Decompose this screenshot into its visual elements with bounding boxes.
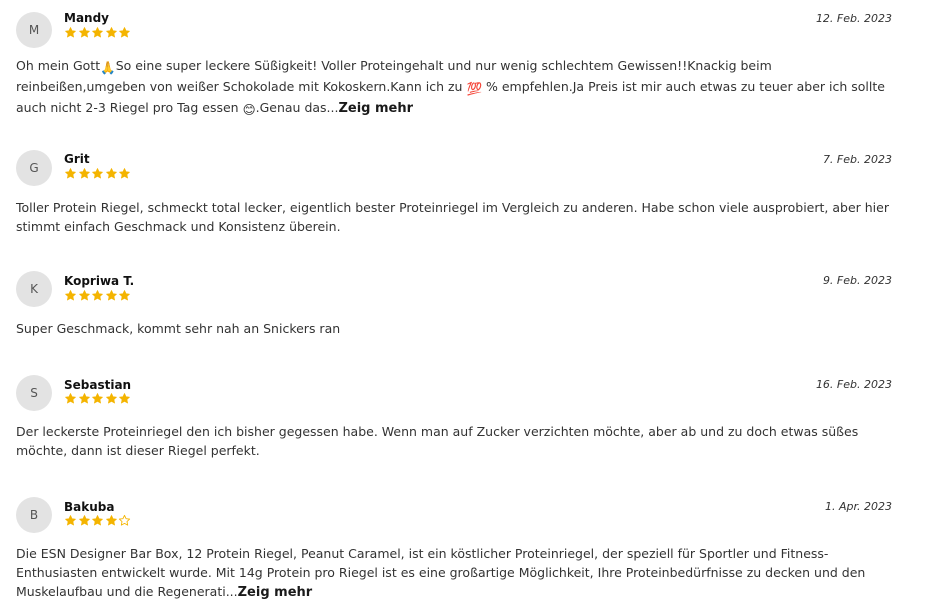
review-date: 1. Apr. 2023 — [825, 500, 892, 513]
read-more-link[interactable]: Zeig mehr — [237, 585, 313, 600]
star-filled-icon — [105, 392, 118, 405]
star-empty-icon — [118, 514, 131, 527]
review-date: 12. Feb. 2023 — [815, 12, 892, 25]
review-author: Sebastian — [64, 378, 132, 392]
review-text-part: Die ESN Designer Bar Box, 12 Protein Riegel, Peanut Caramel, ist ein köstlicher Proteinriegel, der speziell für Sportler und Fitness-Enthusiasten entwickelt wurde. Mit 14g Protein pro Riegel ist es eine großartige Möglichkeit, Ihre Proteinbedürfnisse zu decken und den Muskelaufbau und die Regenerati... — [16, 546, 866, 599]
star-filled-icon — [64, 392, 77, 405]
avatar: S — [16, 375, 52, 411]
star-filled-icon — [78, 514, 91, 527]
star-filled-icon — [91, 392, 104, 405]
review-text: Super Geschmack, kommt sehr nah an Snickers ran — [16, 321, 341, 336]
star-filled-icon — [91, 289, 104, 302]
avatar: K — [16, 271, 52, 307]
read-more-link[interactable]: Zeig mehr — [338, 101, 414, 116]
star-filled-icon — [105, 167, 118, 180]
review-text-part: So eine super leckere Süßigkeit! Voller Proteingehalt und nur wenig schlechtem Gewissen!!Knackig beim reinbeißen,umgeben von weißer Schokolade mit Kokoskern.Kann ich zu — [16, 58, 772, 94]
avatar: G — [16, 150, 52, 186]
star-filled-icon — [105, 26, 118, 39]
star-filled-icon — [105, 289, 118, 302]
review-author: Bakuba — [64, 500, 115, 514]
review-text: Der leckerste Proteinriegel den ich bisher gegessen habe. Wenn man auf Zucker verzichten möchte, aber ab und zu doch etwas süßes möchte, dann ist dieser Riegel perfekt. — [16, 424, 859, 458]
folded-hands-emoji-icon: 🙏 — [100, 60, 116, 75]
star-filled-icon — [78, 392, 91, 405]
star-filled-icon — [91, 167, 104, 180]
avatar: B — [16, 497, 52, 533]
star-filled-icon — [78, 167, 91, 180]
star-filled-icon — [64, 514, 77, 527]
star-rating — [64, 289, 132, 303]
review-date: 9. Feb. 2023 — [822, 274, 892, 287]
star-filled-icon — [118, 392, 131, 405]
star-filled-icon — [91, 514, 104, 527]
review-text: Toller Protein Riegel, schmeckt total lecker, eigentlich bester Proteinriegel im Vergleich zu anderen. Habe schon viele ausprobiert, aber hier stimmt einfach Geschmack und Konsistenz überein. — [16, 200, 889, 234]
review-date: 16. Feb. 2023 — [815, 378, 892, 391]
star-filled-icon — [118, 167, 131, 180]
star-rating — [64, 167, 132, 181]
star-rating — [64, 514, 132, 528]
star-filled-icon — [78, 26, 91, 39]
review-text — [16, 56, 896, 119]
star-rating — [64, 392, 132, 406]
hundred-points-emoji-icon: 💯 — [466, 81, 483, 96]
review-author: Kopriwa T. — [64, 274, 135, 288]
star-filled-icon — [91, 26, 104, 39]
star-filled-icon — [64, 26, 77, 39]
smiling-face-emoji-icon: 😊 — [242, 102, 256, 117]
star-filled-icon — [118, 289, 131, 302]
star-filled-icon — [78, 289, 91, 302]
star-filled-icon — [118, 26, 131, 39]
star-rating — [64, 26, 132, 40]
review-text-part: % empfehlen.Ja Preis ist mir auch etwas zu teuer aber ich sollte auch nicht 2-3 Riegel pro Tag essen — [16, 79, 885, 115]
star-filled-icon — [64, 289, 77, 302]
star-filled-icon — [105, 514, 118, 527]
review-date: 7. Feb. 2023 — [822, 153, 892, 166]
star-filled-icon — [64, 167, 77, 180]
review-text-part: .Genau das... — [255, 100, 339, 115]
avatar: M — [16, 12, 52, 48]
review-author: Mandy — [64, 11, 109, 25]
review-text-part: Oh mein Gott — [16, 58, 101, 73]
review-author: Grit — [64, 152, 90, 166]
review-text — [16, 544, 896, 602]
